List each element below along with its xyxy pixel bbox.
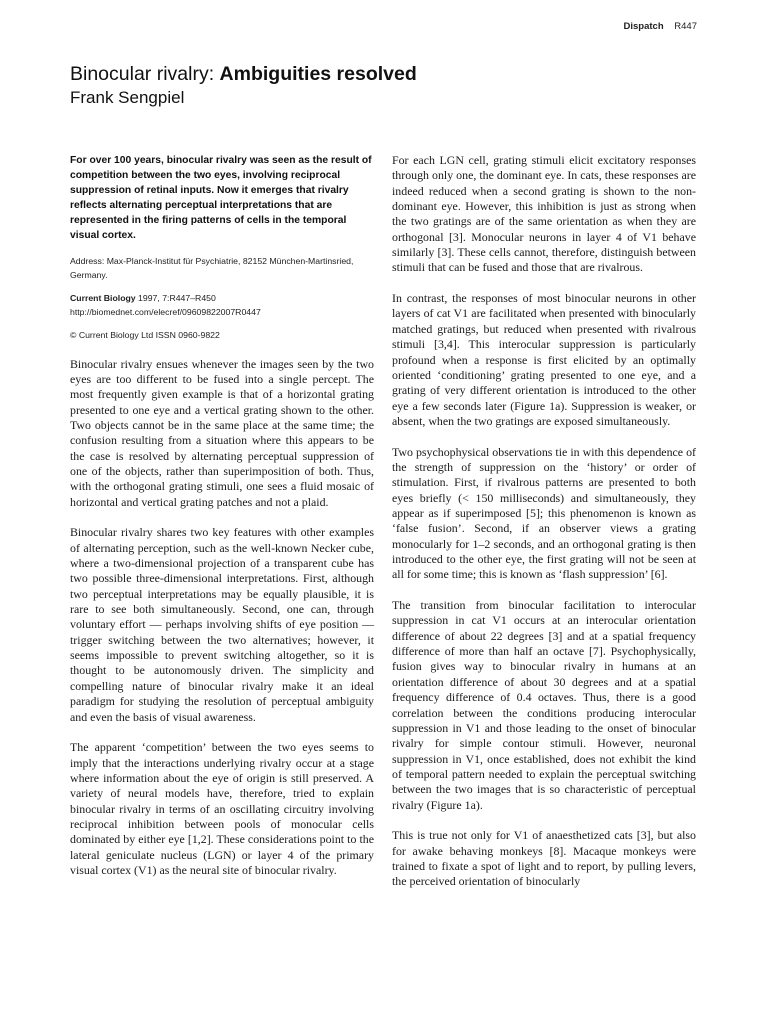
- body-paragraph: This is true not only for V1 of anaesthetized cats [3], but also for awake behaving monkeys [8]. Macaque monkeys were trained to fixate a spot of light and to report, by pulling levers, the perceived orientation of binocularly: [392, 828, 696, 889]
- body-paragraph: The apparent ‘competition’ between the two eyes seems to imply that the interactions underlying rivalry occur at a stage where information about the eye of origin is still preserved. A variety of neural models have, therefore, tried to explain binocular rivalry in terms of an oscillating circuitry involving reciprocal inhibition between pools of monocular cells dominated by either eye [1,2]. These considerations point to the lateral geniculate nucleus (LGN) or layer 4 of the primary visual cortex (V1) as the neural site of binocular rivalry.: [70, 740, 374, 877]
- article-title: [70, 62, 417, 86]
- body-paragraph: For each LGN cell, grating stimuli elicit excitatory responses through only one, the dominant eye. In cats, these responses are indeed reduced when a second grating is shown to the non-dominant eye. However, this inhibition is just as strong when the two gratings are of the same orientation as when they are orthogonal [3]. Monocular neurons in layer 4 of V1 behave similarly [3]. These cells cannot, therefore, distinguish between stimuli that can be fused and those that are rivalrous.: [392, 153, 696, 275]
- author-address: Address: Max-Planck-Institut für Psychiatrie, 82152 München-Martinsried, Germany.: [70, 255, 354, 280]
- body-paragraph: In contrast, the responses of most binocular neurons in other layers of cat V1 are facilitated when presented with binocularly matched gratings, but reduced when presented with rivalrous stimuli [3,4]. This interocular suppression is particularly profound when a response is first elicited by an optimally oriented ‘conditioning’ grating presented to one eye, and a grating of very different orientation is introduced to the other eye a few seconds later (Figure 1a). Suppression is weaker, or absent, when the two gratings are exposed simultaneously.: [392, 291, 696, 428]
- running-head: [624, 21, 697, 32]
- abstract: For over 100 years, binocular rivalry was seen as the result of competition between the two eyes, involving reciprocal suppression of retinal inputs. Now it emerges that rivalry reflects alternating perceptual interpretations that are represented in the firing patterns of cells in the temporal visual cortex.: [70, 155, 372, 242]
- left-column: [70, 153, 374, 894]
- citation-url[interactable]: http://biomednet.com/elecref/09609822007R0447: [70, 306, 261, 317]
- body-paragraph: Binocular rivalry ensues whenever the images seen by the two eyes are too different to be fused into a single percept. The most frequently given example is that of a horizontal grating presented to one eye and a vertical grating shown to the other. Two objects cannot be in the same place at the same time; the confusion resulting from a situation where this appears to be the case is resolved by alternating perceptual suppression of one of the objects, rather than superimposition of both. Thus, with the orthogonal grating stimuli, one sees a fluid mosaic of horizontal and vertical grating patches and not a plaid.: [70, 356, 374, 509]
- body-paragraph: Binocular rivalry shares two key features with other examples of alternating perception, such as the well-known Necker cube, where a two-dimensional projection of a transparent cube has two possible three-dimensional interpretations. First, although two perceptual interpretations may be equally plausible, it is rare to see both simultaneously. Second, one can, through voluntary effort — perhaps involving shifts of eye position — trigger switching between the two alternatives; however, it seems impossible to prevent switching altogether, so it is thought to be autonomously driven. The simplicity and compelling nature of binocular rivalry make it an ideal paradigm for studying the resolution of perceptual ambiguity and even the basis of visual awareness.: [70, 525, 374, 724]
- body-paragraph: Two psychophysical observations tie in with this dependence of the strength of suppression on the ‘history’ or order of stimulation. First, if rivalrous patterns are presented to both eyes briefly (< 150 milliseconds) and simultaneously, they appear as if superimposed [5]; this phenomenon is known as ‘false fusion’. Second, if an observer views a grating monocularly for 1–2 seconds, and an orthogonal grating is then introduced to the other eye, the first grating will not be seen at all for some time; this is known as ‘flash suppression’ [6].: [392, 444, 696, 582]
- section-label: Dispatch: [623, 21, 664, 32]
- title-main: Ambiguities resolved: [219, 63, 417, 85]
- page-number: R447: [674, 21, 697, 32]
- copyright: © Current Biology Ltd ISSN 0960-9822: [70, 329, 220, 340]
- citation-journal: Current Biology: [70, 292, 136, 303]
- citation-ref: 1997, 7:R447–R450: [135, 292, 216, 303]
- citation: [70, 291, 374, 319]
- author-name: Frank Sengpiel: [70, 88, 185, 107]
- right-column: [392, 153, 696, 905]
- title-prefix: Binocular rivalry:: [70, 63, 220, 85]
- body-paragraph: The transition from binocular facilitation to interocular suppression in cat V1 occurs at an interocular orientation difference of about 22 degrees [3] and at a spatial frequency difference of more than half an octave [7]. Psychophysically, fusion gives way to binocular rivalry in humans at an orientation difference of about 30 degrees and at a spatial frequency difference of 0.4 octaves. Thus, there is a good correlation between the conditions producing interocular suppression in V1 and those leading to the onset of binocular rivalry for simple contour stimuli. However, neuronal suppression in V1, once established, does not exhibit the kind of temporal pattern needed to explain the perceptual switching between the two images that is so characteristic of perceptual rivalry (Figure 1a).: [392, 598, 696, 812]
